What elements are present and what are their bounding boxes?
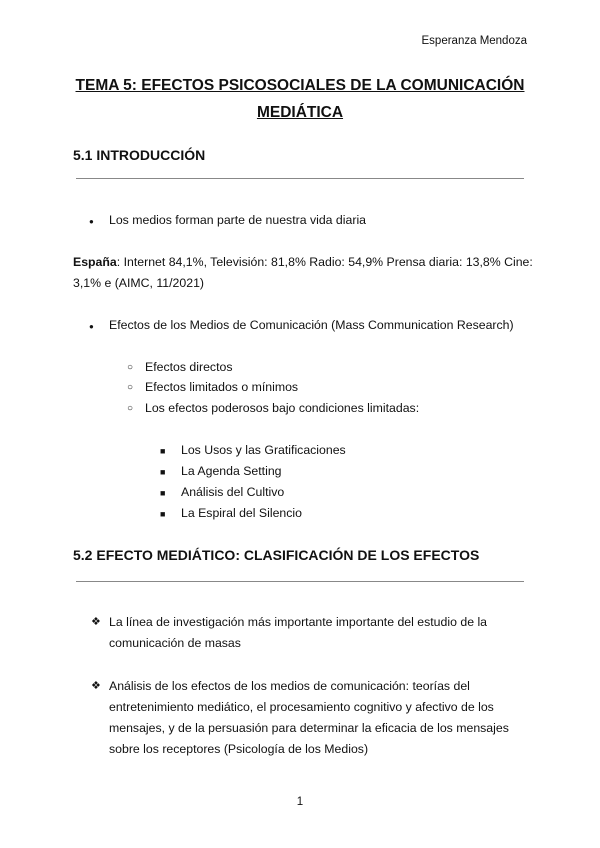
title-line-2: MEDIÁTICA xyxy=(256,104,344,121)
section-divider xyxy=(76,581,524,582)
sub-sub-list-item-text: Los Usos y las Gratificaciones xyxy=(181,443,346,457)
sub-list-item xyxy=(145,377,298,398)
effects-item-line: entretenimiento mediático, el procesamiento cognitivo y afectivo de los xyxy=(109,700,494,714)
effects-item-line: mensajes, y de la persuasión para determinar la eficacia de los mensajes xyxy=(109,721,509,735)
author-name: Esperanza Mendoza xyxy=(421,35,527,47)
title-line-1: TEMA 5: EFECTOS PSICOSOCIALES DE LA COMUNICACIÓN xyxy=(75,77,525,94)
spain-label: España xyxy=(73,255,117,269)
effects-item-line: comunicación de masas xyxy=(109,636,241,650)
spain-stats-line-2: 3,1% e (AIMC, 11/2021) xyxy=(73,276,205,290)
sub-list-item xyxy=(145,357,232,378)
list-item xyxy=(109,315,514,336)
spain-stats-paragraph xyxy=(73,252,533,294)
section-heading-intro: 5.1 INTRODUCCIÓN xyxy=(73,147,206,163)
sub-list-item-text: Los efectos poderosos bajo condiciones limitadas: xyxy=(145,401,420,415)
section-divider xyxy=(76,178,524,179)
sub-sub-list-item-text: Análisis del Cultivo xyxy=(181,485,285,499)
sub-sub-list-item-text: La Espiral del Silencio xyxy=(181,506,302,520)
sub-sub-list-item xyxy=(181,503,302,524)
list-item-text: Efectos de los Medios de Comunicación (Mass Communication Research) xyxy=(109,318,514,332)
section-heading-effects: 5.2 EFECTO MEDIÁTICO: CLASIFICACIÓN DE LOS EFECTOS xyxy=(73,547,480,563)
effects-list-item xyxy=(109,612,529,654)
effects-item-line: sobre los receptores (Psicología de los Medios) xyxy=(109,742,369,756)
page-number: 1 xyxy=(296,796,304,808)
sub-sub-list-item xyxy=(181,461,282,482)
list-item-text: Los medios forman parte de nuestra vida diaria xyxy=(109,213,367,227)
effects-list-item xyxy=(109,676,539,760)
list-item xyxy=(109,210,366,231)
sub-sub-list-item xyxy=(181,482,284,503)
sub-list-item-text: Efectos directos xyxy=(145,360,233,374)
sub-sub-list-item xyxy=(181,440,346,461)
document-title xyxy=(40,72,560,126)
sub-list-item-text: Efectos limitados o mínimos xyxy=(145,380,299,394)
effects-item-line: ❖ Análisis de los efectos de los medios de comunicación: teorías del xyxy=(109,679,470,693)
sub-sub-list-item-text: La Agenda Setting xyxy=(181,464,282,478)
effects-item-line: ❖ La línea de investigación más importante importante del estudio de la xyxy=(109,615,488,629)
spain-stats-line-1: : Internet 84,1%, Televisión: 81,8% Radio: 54,9% Prensa diaria: 13,8% Cine: xyxy=(116,255,533,269)
sub-list-item xyxy=(145,398,419,419)
